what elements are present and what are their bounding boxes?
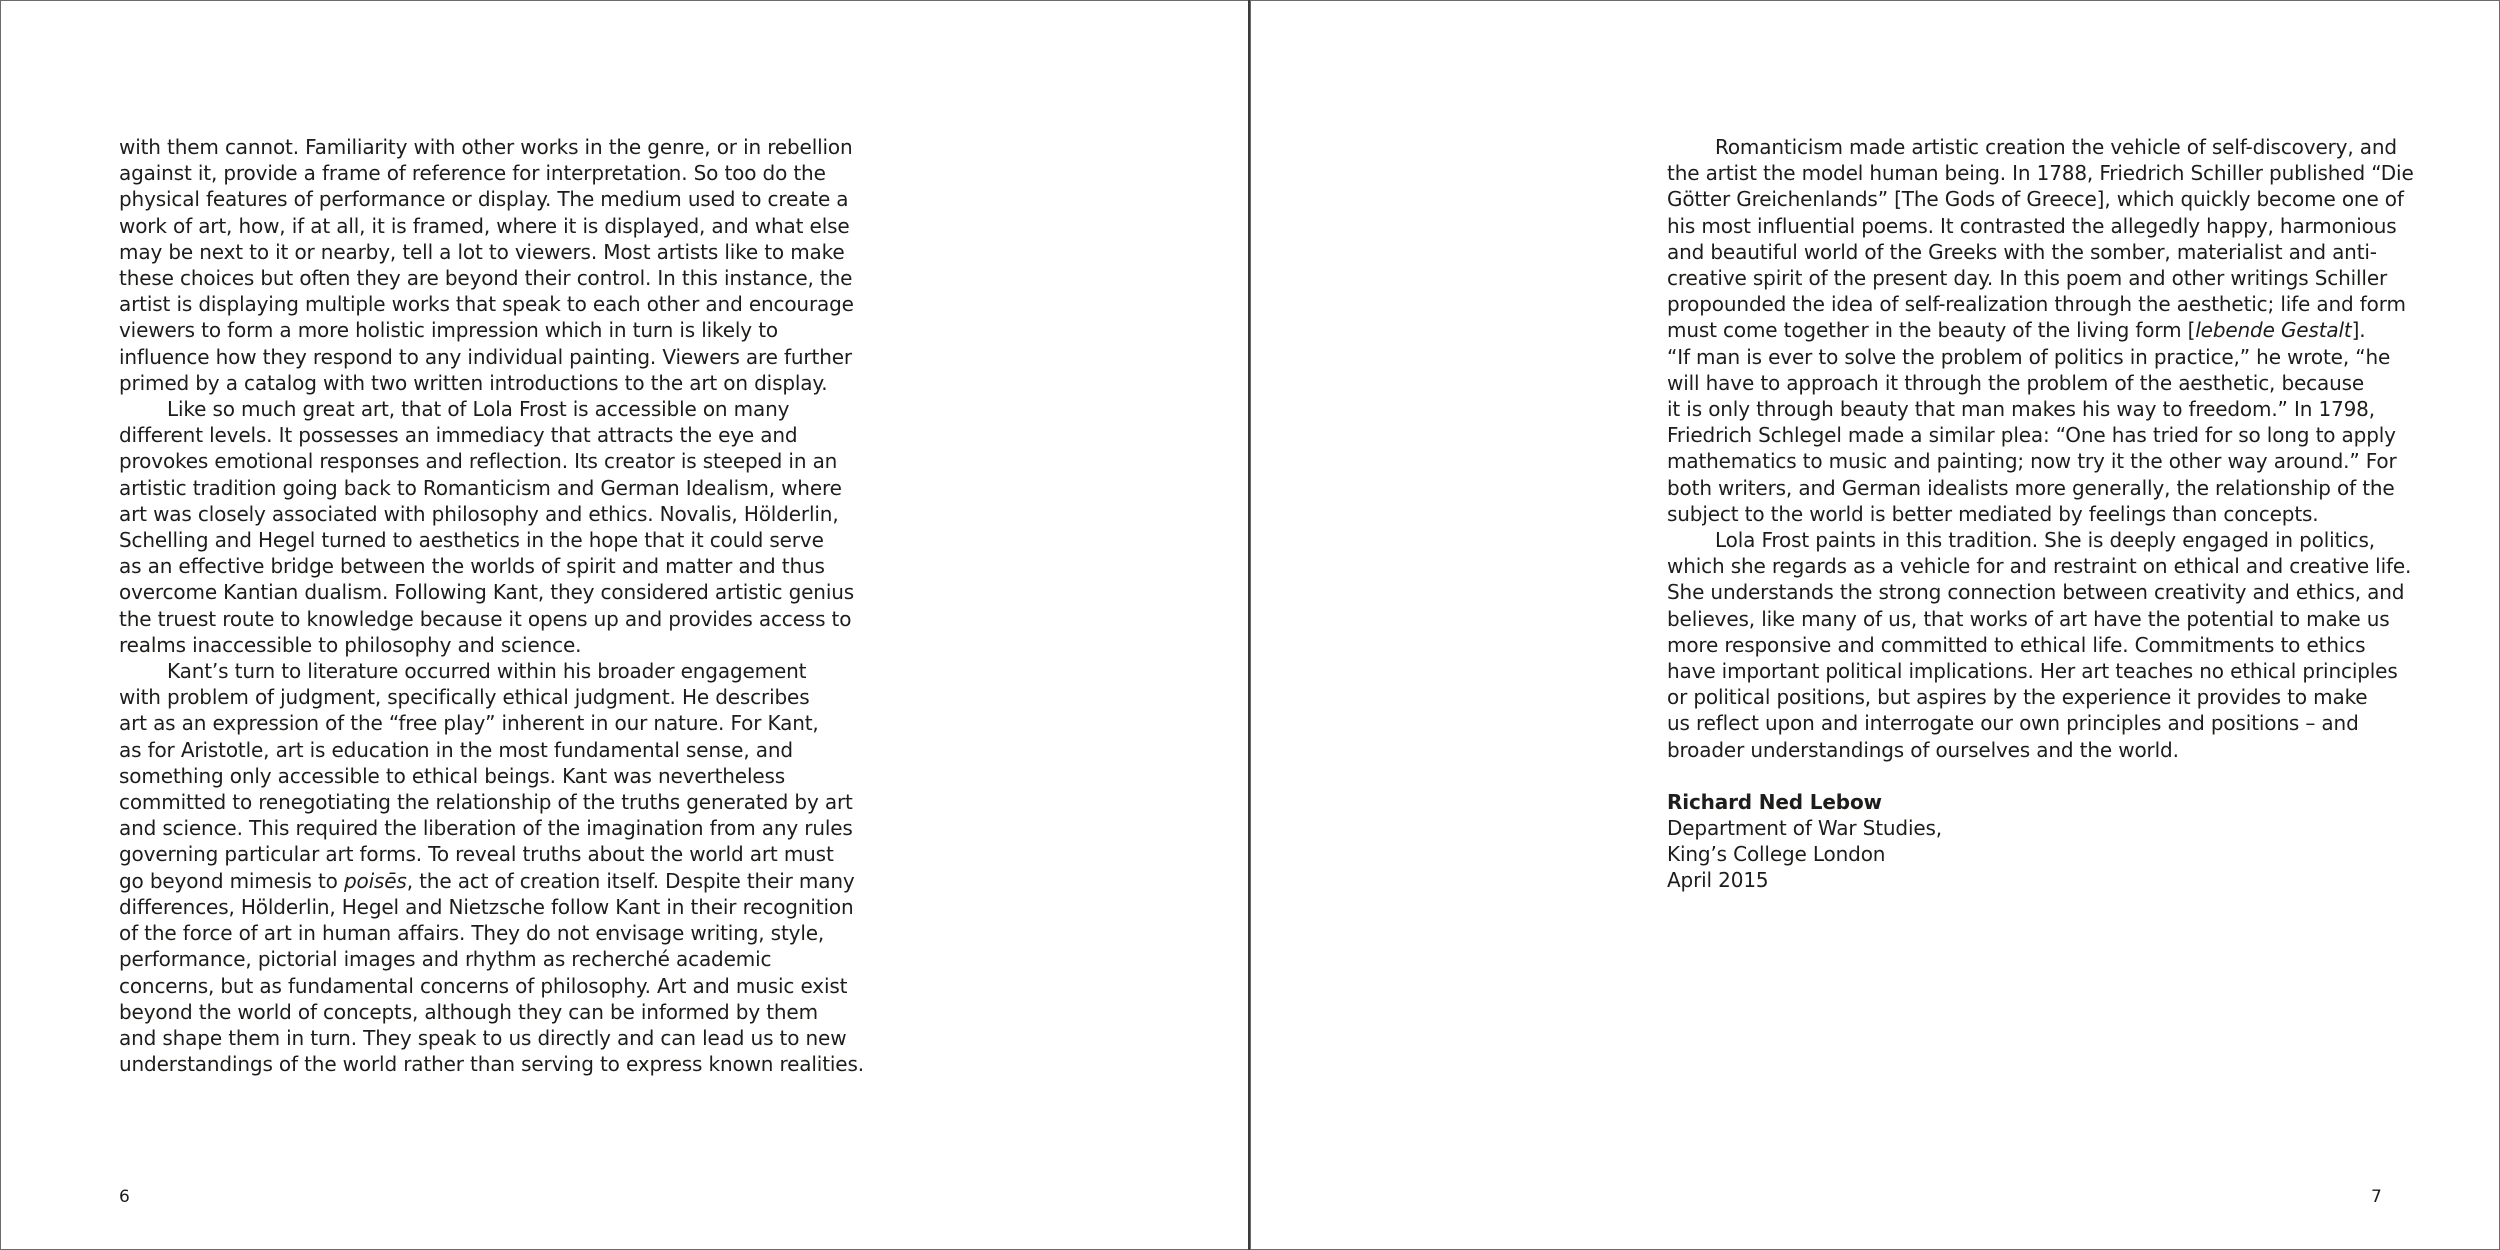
text-line: believes, like many of us, that works of art have the potential to make us — [1667, 606, 2390, 631]
text-line: artist is displaying multiple works that speak to each other and encourage — [119, 292, 854, 317]
italic-term: lebende Gestalt — [2195, 318, 2352, 343]
text-line: of the force of art in human affairs. They do not envisage writing, style, — [119, 921, 825, 946]
right-page-body-text — [1667, 134, 2414, 763]
text-line: different levels. It possesses an immediacy that attracts the eye and — [119, 423, 798, 448]
text-line: Kant’s turn to literature occurred within his broader engagement — [167, 659, 807, 684]
text-line: work of art, how, if at all, it is framed, where it is displayed, and what else — [119, 213, 850, 238]
text-line: have important political implications. Her art teaches no ethical principles — [1667, 659, 2398, 684]
text-line: overcome Kantian dualism. Following Kant, they considered artistic genius — [119, 580, 855, 605]
text-line: with them cannot. Familiarity with other works in the genre, or in rebellion — [119, 135, 853, 159]
text-line: understandings of the world rather than serving to express known realities. — [119, 1052, 864, 1077]
text-line: mathematics to music and painting; now try it the other way around.” For — [1667, 449, 2397, 474]
text-line: provokes emotional responses and reflection. Its creator is steeped in an — [119, 449, 838, 474]
text-line: will have to approach it through the problem of the aesthetic, because — [1667, 370, 2365, 395]
text-line: art as an expression of the “free play” inherent in our nature. For Kant, — [119, 711, 819, 736]
signature-date: April 2015 — [1667, 868, 1769, 893]
signature-block — [1667, 789, 2387, 894]
text-line — [1667, 317, 2387, 343]
text-line: art was closely associated with philosophy and ethics. Novalis, Hölderlin, — [119, 501, 839, 526]
text-line: beyond the world of concepts, although they can be informed by them — [119, 999, 818, 1024]
italic-term: poisēs — [343, 868, 407, 893]
text-line: it is only through beauty that man makes his way to freedom.” In 1798, — [1667, 397, 2375, 422]
text-line: as for Aristotle, art is education in the most fundamental sense, and — [119, 737, 793, 762]
text-line: his most influential poems. It contrasted the allegedly happy, harmonious — [1667, 213, 2397, 238]
author-department: Department of War Studies, — [1667, 816, 1942, 841]
text-line: subject to the world is better mediated by feelings than concepts. — [1667, 501, 2319, 526]
text-line: us reflect upon and interrogate our own principles and positions – and — [1667, 711, 2359, 736]
text-line: She understands the strong connection between creativity and ethics, and — [1667, 580, 2405, 605]
text-line: against it, provide a frame of reference for interpretation. So too do the — [119, 161, 826, 186]
text-line: and beautiful world of the Greeks with the somber, materialist and anti- — [1667, 239, 2377, 264]
text-line: with problem of judgment, specifically ethical judgment. He describes — [119, 685, 810, 710]
right-page — [1250, 0, 2500, 1250]
text-line: the truest route to knowledge because it opens up and provides access to — [119, 606, 852, 631]
text-line: may be next to it or nearby, tell a lot to viewers. Most artists like to make — [119, 239, 845, 264]
text-line: governing particular art forms. To reveal truths about the world art must — [119, 842, 834, 867]
text-line: performance, pictorial images and rhythm as recherché academic — [119, 947, 772, 972]
text-line: propounded the idea of self-realization through the aesthetic; life and form — [1667, 292, 2406, 317]
text-line: artistic tradition going back to Romanticism and German Idealism, where — [119, 475, 842, 500]
text-line — [119, 868, 855, 894]
author-institution: King’s College London — [1667, 842, 1886, 867]
text-line: committed to renegotiating the relationship of the truths generated by art — [119, 790, 853, 815]
text-line-part: ]. — [2351, 318, 2366, 343]
signature-spacer — [1667, 763, 2387, 789]
text-line: Lola Frost paints in this tradition. She is deeply engaged in politics, — [1715, 528, 2375, 553]
text-line: differences, Hölderlin, Hegel and Nietzsche follow Kant in their recognition — [119, 894, 854, 919]
text-line: physical features of performance or display. The medium used to create a — [119, 187, 849, 212]
text-line: realms inaccessible to philosophy and science. — [119, 632, 582, 657]
text-line: broader understandings of ourselves and the world. — [1667, 737, 2179, 762]
text-line: Götter Greichenlands” [The Gods of Greece], which quickly become one of — [1667, 187, 2404, 212]
text-line: primed by a catalog with two written introductions to the art on display. — [119, 370, 828, 395]
text-line: and shape them in turn. They speak to us directly and can lead us to new — [119, 1025, 847, 1050]
text-line: both writers, and German idealists more generally, the relationship of the — [1667, 475, 2395, 500]
text-line-part: must come together in the beauty of the living form [ — [1667, 318, 2196, 343]
text-line: which she regards as a vehicle for and restraint on ethical and creative life. — [1667, 554, 2412, 579]
text-line: Schelling and Hegel turned to aesthetics in the hope that it could serve — [119, 528, 824, 553]
right-page-number: 7 — [2371, 1187, 2382, 1207]
text-line: viewers to form a more holistic impression which in turn is likely to — [119, 318, 778, 343]
right-page-content — [1667, 134, 2414, 894]
text-line: “If man is ever to solve the problem of politics in practice,” he wrote, “he — [1667, 344, 2391, 369]
text-line-part: go beyond mimesis to — [119, 868, 344, 893]
text-line: concerns, but as fundamental concerns of philosophy. Art and music exist — [119, 973, 848, 998]
text-line: influence how they respond to any individual painting. Viewers are further — [119, 344, 852, 369]
left-page-number: 6 — [119, 1187, 130, 1207]
text-line: these choices but often they are beyond their control. In this instance, the — [119, 266, 853, 291]
text-line: creative spirit of the present day. In this poem and other writings Schiller — [1667, 266, 2388, 291]
text-line: Romanticism made artistic creation the vehicle of self-discovery, and — [1715, 135, 2397, 159]
text-line-part: , the act of creation itself. Despite their many — [406, 868, 855, 893]
left-page-body-text — [119, 134, 864, 1077]
text-line: more responsive and committed to ethical life. Commitments to ethics — [1667, 632, 2366, 657]
text-line: Friedrich Schlegel made a similar plea: “One has tried for so long to apply — [1667, 423, 2396, 448]
text-line: or political positions, but aspires by the experience it provides to make — [1667, 685, 2368, 710]
text-line: and science. This required the liberation of the imagination from any rules — [119, 816, 853, 841]
text-line: as an effective bridge between the worlds of spirit and matter and thus — [119, 554, 825, 579]
text-line: Like so much great art, that of Lola Frost is accessible on many — [167, 397, 790, 422]
text-line: the artist the model human being. In 1788, Friedrich Schiller published “Die — [1667, 161, 2414, 186]
text-line: something only accessible to ethical beings. Kant was nevertheless — [119, 763, 786, 788]
page-gutter-divider — [1248, 0, 1250, 1250]
author-name: Richard Ned Lebow — [1667, 789, 1882, 814]
